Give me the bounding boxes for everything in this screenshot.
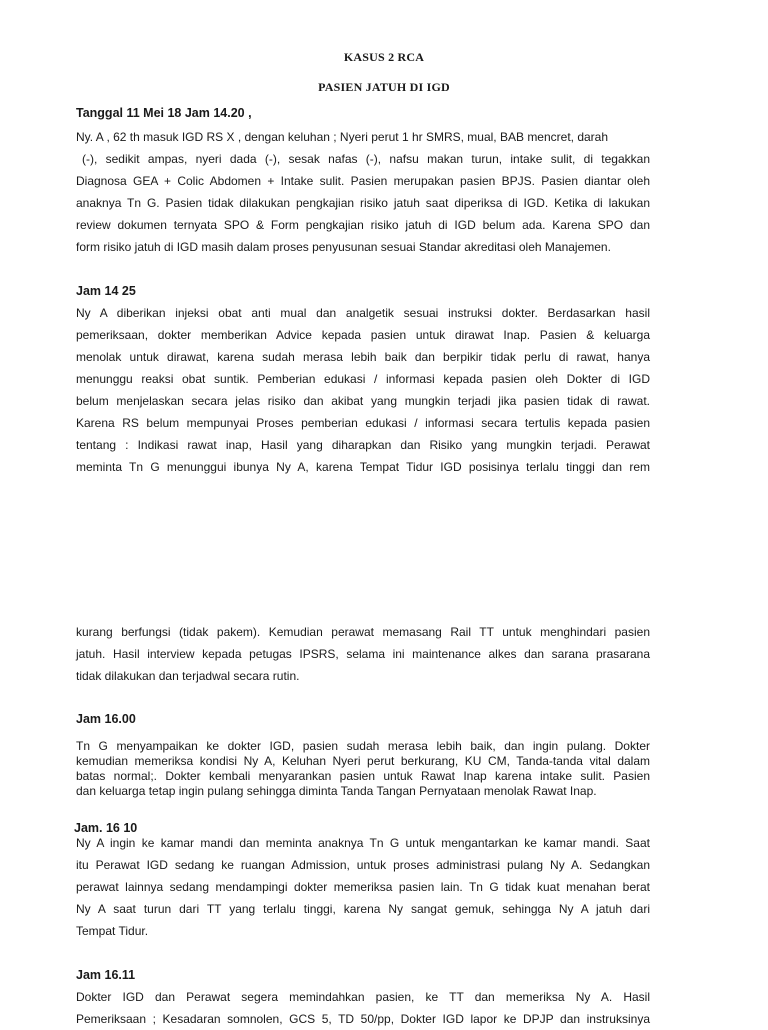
text-line: Ny A saat turun dari TT yang terlalu tinggi, karena Ny sangat gemuk, sehingga Ny A jatuh dari — [76, 902, 650, 916]
text-line: Ny. A , 62 th masuk IGD RS X , dengan keluhan ; Nyeri perut 1 hr SMRS, mual, BAB mencret, darah — [76, 130, 609, 144]
text-line: jatuh. Hasil interview kepada petugas IPSRS, selama ini maintenance alkes dan sarana prasarana — [76, 647, 650, 661]
text-line: (-), sedikit ampas, nyeri dada (-), sesak nafas (-), nafsu makan turun, intake sulit, di tegakkan — [82, 152, 650, 166]
text-line: Ny A ingin ke kamar mandi dan meminta anaknya Tn G untuk mengantarkan ke kamar mandi. Saat — [76, 836, 650, 850]
document-title: KASUS 2 RCA — [343, 50, 425, 64]
section-body-tanggal — [76, 126, 650, 258]
text-line: belum menjelaskan secara jelas risiko dan akibat yang mungkin terjadi jika pasien tidak di rawat. — [76, 394, 650, 408]
text-line: Tempat Tidur. — [76, 924, 149, 938]
text-line: menunggu reaksi obat suntik. Pemberian edukasi / informasi kepada pasien oleh Dokter di IGD — [76, 372, 650, 386]
section-body-jam-1425 — [76, 302, 650, 478]
text-line: kemudian memeriksa kondisi Ny A, Keluhan Nyeri perut berkurang, KU CM, Tanda-tanda vital dalam — [76, 754, 650, 768]
text-line: Pemeriksaan ; Kesadaran somnolen, GCS 5, TD 50/pp, Dokter IGD lapor ke DPJP dan instruksinya — [76, 1012, 650, 1026]
text-line: pemeriksaan, dokter memberikan Advice kepada pasien untuk dirawat Inap. Pasien & keluarga — [76, 328, 650, 342]
section-heading-jam-1600: Jam 16.00 — [76, 712, 136, 726]
text-line: Tn G menyampaikan ke dokter IGD, pasien sudah merasa lebih baik, dan ingin pulang. Dokter — [76, 739, 650, 753]
text-line: tidak dilakukan dan terjadwal secara rutin. — [76, 669, 300, 683]
text-line: itu Perawat IGD sedang ke ruangan Admission, untuk proses administrasi pulang Ny A. Sedangkan — [76, 858, 650, 872]
text-line: Dokter IGD dan Perawat segera memindahkan pasien, ke TT dan memeriksa Ny A. Hasil — [76, 990, 650, 1004]
section-heading-jam-1611: Jam 16.11 — [76, 968, 136, 982]
section-heading-jam-1425: Jam 14 25 — [76, 284, 136, 298]
text-line: meminta Tn G menunggui ibunya Ny A, karena Tempat Tidur IGD posisinya terlalu tinggi dan rem — [76, 460, 650, 474]
text-line: form risiko jatuh di IGD masih dalam proses penyusunan sesuai Standar akreditasi oleh Manajemen. — [76, 240, 611, 254]
text-line: review dokumen ternyata SPO & Form pengkajian risiko jatuh di IGD belum ada. Karena SPO dan — [76, 218, 650, 232]
text-line: Diagnosa GEA + Colic Abdomen + Intake sulit. Pasien merupakan pasien BPJS. Pasien diantar oleh — [76, 174, 650, 188]
document-subtitle: PASIEN JATUH DI IGD — [318, 80, 450, 94]
section-heading-jam-1610: Jam. 16 10 — [74, 821, 138, 835]
text-line: anaknya Tn G. Pasien tidak dilakukan pengkajian risiko jatuh saat diperiksa di IGD. Ketika di lakukan — [76, 196, 650, 210]
section-body-jam-1425-continued — [76, 621, 650, 687]
section-body-jam-1610 — [76, 832, 650, 942]
text-line: kurang berfungsi (tidak pakem). Kemudian perawat memasang Rail TT untuk menghindari pasien — [76, 625, 650, 639]
text-line: Ny A diberikan injeksi obat anti mual dan analgetik sesuai instruksi dokter. Berdasarkan hasil — [76, 306, 650, 320]
text-line: tentang : Indikasi rawat inap, Hasil yang diharapkan dan Risiko yang mungkin terjadi. Perawat — [76, 438, 650, 452]
text-line: batas normal;. Dokter kembali menyarankan pasien untuk Rawat Inap karena intake sulit. Pasien — [76, 769, 650, 783]
text-line: Karena RS belum mempunyai Proses pemberian edukasi / informasi secara tertulis kepada pasien — [76, 416, 650, 430]
text-line: perawat lainnya sedang mendampingi dokter memeriksa pasien lain. Tn G tidak kuat menahan berat — [76, 880, 650, 894]
section-heading-tanggal: Tanggal 11 Mei 18 Jam 14.20 , — [76, 106, 252, 120]
text-line: dan keluarga tetap ingin pulang sehingga diminta Tanda Tangan Pernyataan menolak Rawat Inap. — [76, 784, 597, 798]
text-line: menolak untuk dirawat, karena sudah merasa lebih baik dan berpikir tidak perlu di rawat, hanya — [76, 350, 650, 364]
section-body-jam-1600 — [76, 739, 650, 799]
section-body-jam-1611 — [76, 986, 650, 1030]
